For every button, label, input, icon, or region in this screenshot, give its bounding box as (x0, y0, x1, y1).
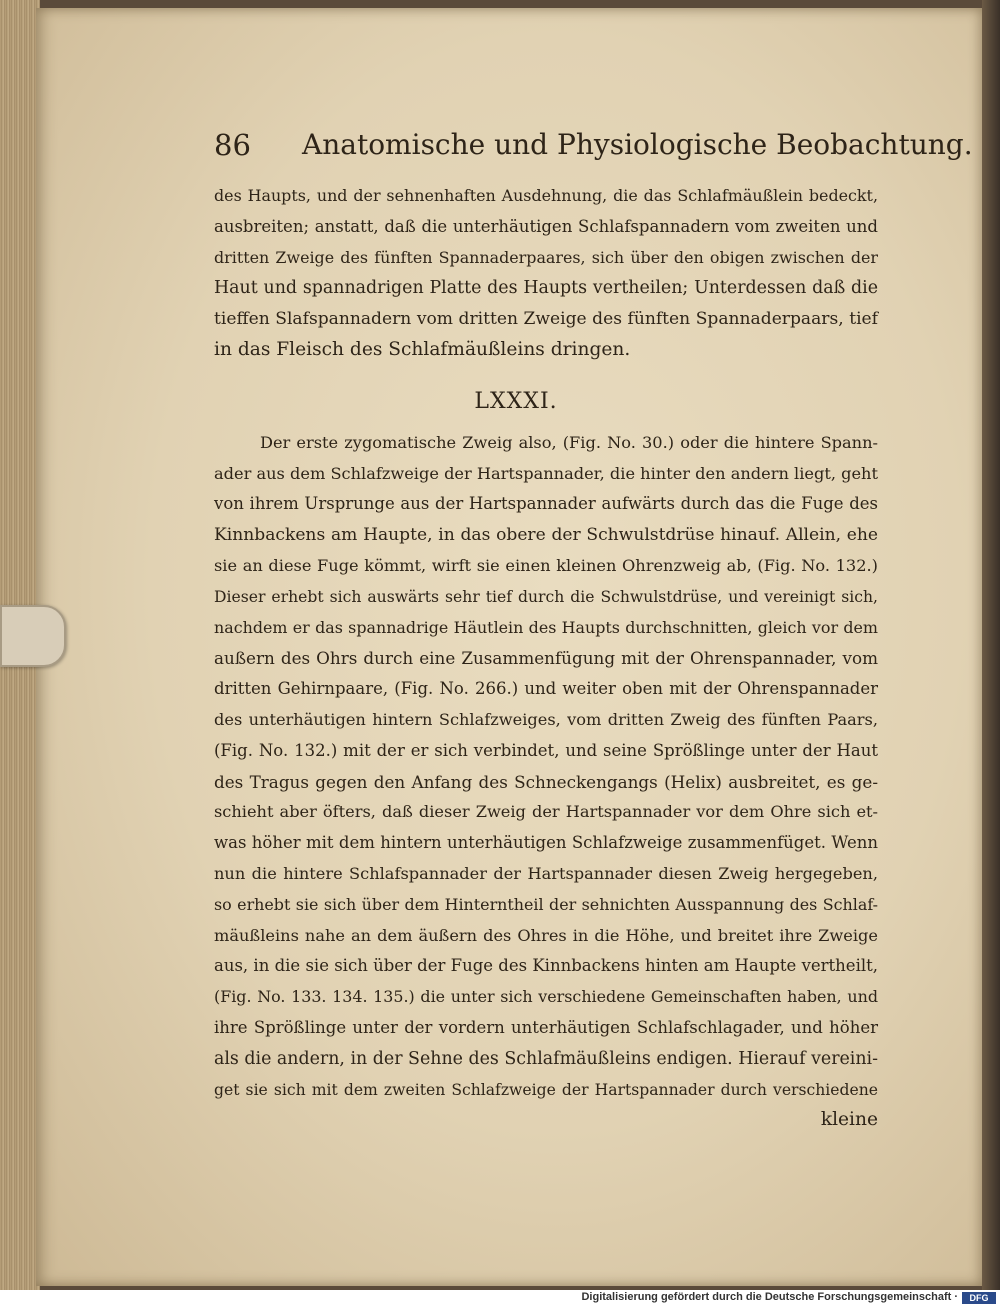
text-line: (Fig. No. 133. 134. 135.) die unter sich verschiedene Gemeinschaften haben, und (214, 987, 878, 1007)
text-line: Dieser erhebt sich auswärts sehr tief durch die Schwulstdrüse, und vereinigt sich, (214, 587, 878, 606)
text-line: tieffen Slafspannadern vom dritten Zweige des fünften Spannaderpaars, tief (214, 309, 878, 330)
text-line: sie an diese Fuge kömmt, wirft sie einen kleinen Ohrenzweig ab, (Fig. No. 132.) (214, 555, 878, 575)
text-line: so erhebt sie sich über dem Hinterntheil der sehnichten Ausspannung des Schlaf- (214, 894, 878, 914)
catchword: kleine (820, 1109, 878, 1131)
text-line: des Tragus gegen den Anfang des Schneckengangs (Helix) ausbreitet, es ge- (214, 771, 878, 792)
text-line: aus, in die sie sich über der Fuge des Kinnbackens hinten am Haupte vertheilt, (214, 956, 878, 976)
text-line: des unterhäutigen hintern Schlafzweiges, vom dritten Zweig des fünften Paars, (214, 709, 878, 729)
footer-bar (0, 1290, 1000, 1306)
paragraph-1 (214, 181, 878, 366)
text-line: des Haupts, und der sehnenhaften Ausdehnung, die das Schlafmäußlein bedeckt, (214, 186, 878, 205)
text-line: nun die hintere Schlafspannader der Hartspannader diesen Zweig hergegeben, (214, 863, 878, 883)
text-line: von ihrem Ursprunge aus der Hartspannader aufwärts durch das die Fuge des (214, 494, 878, 514)
funding-credit: Digitalisierung gefördert durch die Deutsche Forschungsgemeinschaft · (581, 1291, 958, 1303)
text-line: schieht aber öfters, daß dieser Zweig der Hartspannader vor dem Ohre sich et- (214, 802, 878, 822)
page-header (214, 128, 973, 168)
text-line: dritten Zweige des fünften Spannaderpaares, sich über den obigen zwischen der (214, 247, 878, 267)
paragraph-2 (214, 428, 878, 1106)
text-line: Haut und spannadrigen Platte des Haupts vertheilen; Unterdessen daß die (214, 278, 878, 299)
text-line: in das Fleisch des Schlafmäußleins dringen. (214, 338, 631, 360)
text-line: ausbreiten; anstatt, daß die unterhäutigen Schlafspannadern vom zweiten und (214, 216, 878, 236)
text-line: als die andern, in der Sehne des Schlafmäußleins endigen. Hierauf vereini- (214, 1048, 878, 1069)
text-line: (Fig. No. 132.) mit der er sich verbindet, und seine Sprößlinge unter der Haut (214, 740, 878, 760)
page-number: 86 (214, 128, 251, 162)
dfg-logo-icon: DFG (962, 1292, 996, 1304)
section-heading: LXXXI. (474, 388, 558, 414)
text-line: ihre Sprößlinge unter der vordern unterhäutigen Schlafschlagader, und höher (214, 1017, 878, 1037)
text-line: dritten Gehirnpaare, (Fig. No. 266.) und weiter oben mit der Ohrenspannader (214, 679, 878, 699)
text-line: mäußleins nahe an dem äußern des Ohres in die Höhe, und breitet ihre Zweige (214, 925, 878, 945)
text-line: außern des Ohrs durch eine Zusammenfügung mit der Ohrenspannader, vom (214, 648, 878, 669)
book-gutter-shadow (982, 0, 1000, 1290)
text-line: Kinnbackens am Haupte, in das obere der Schwulstdrüse hinauf. Allein, ehe (214, 525, 878, 546)
text-line: was höher mit dem hintern unterhäutigen Schlafzweige zusammenfüget. Wenn (214, 833, 878, 853)
running-title: Anatomische und Physiologische Beobachtung. (302, 128, 973, 161)
body-text (214, 181, 878, 1136)
text-line: get sie sich mit dem zweiten Schlafzweige der Hartspannader durch verschiedene (214, 1080, 878, 1099)
text-line: Der erste zygomatische Zweig also, (Fig. No. 30.) oder die hintere Spann- (260, 432, 878, 452)
text-line: ader aus dem Schlafzweige der Hartspannader, die hinter den andern liegt, geht (214, 463, 878, 483)
text-line: nachdem er das spannadrige Häutlein des Haupts durchschnitten, gleich vor dem (214, 617, 878, 637)
page-clip-marker (0, 605, 66, 667)
